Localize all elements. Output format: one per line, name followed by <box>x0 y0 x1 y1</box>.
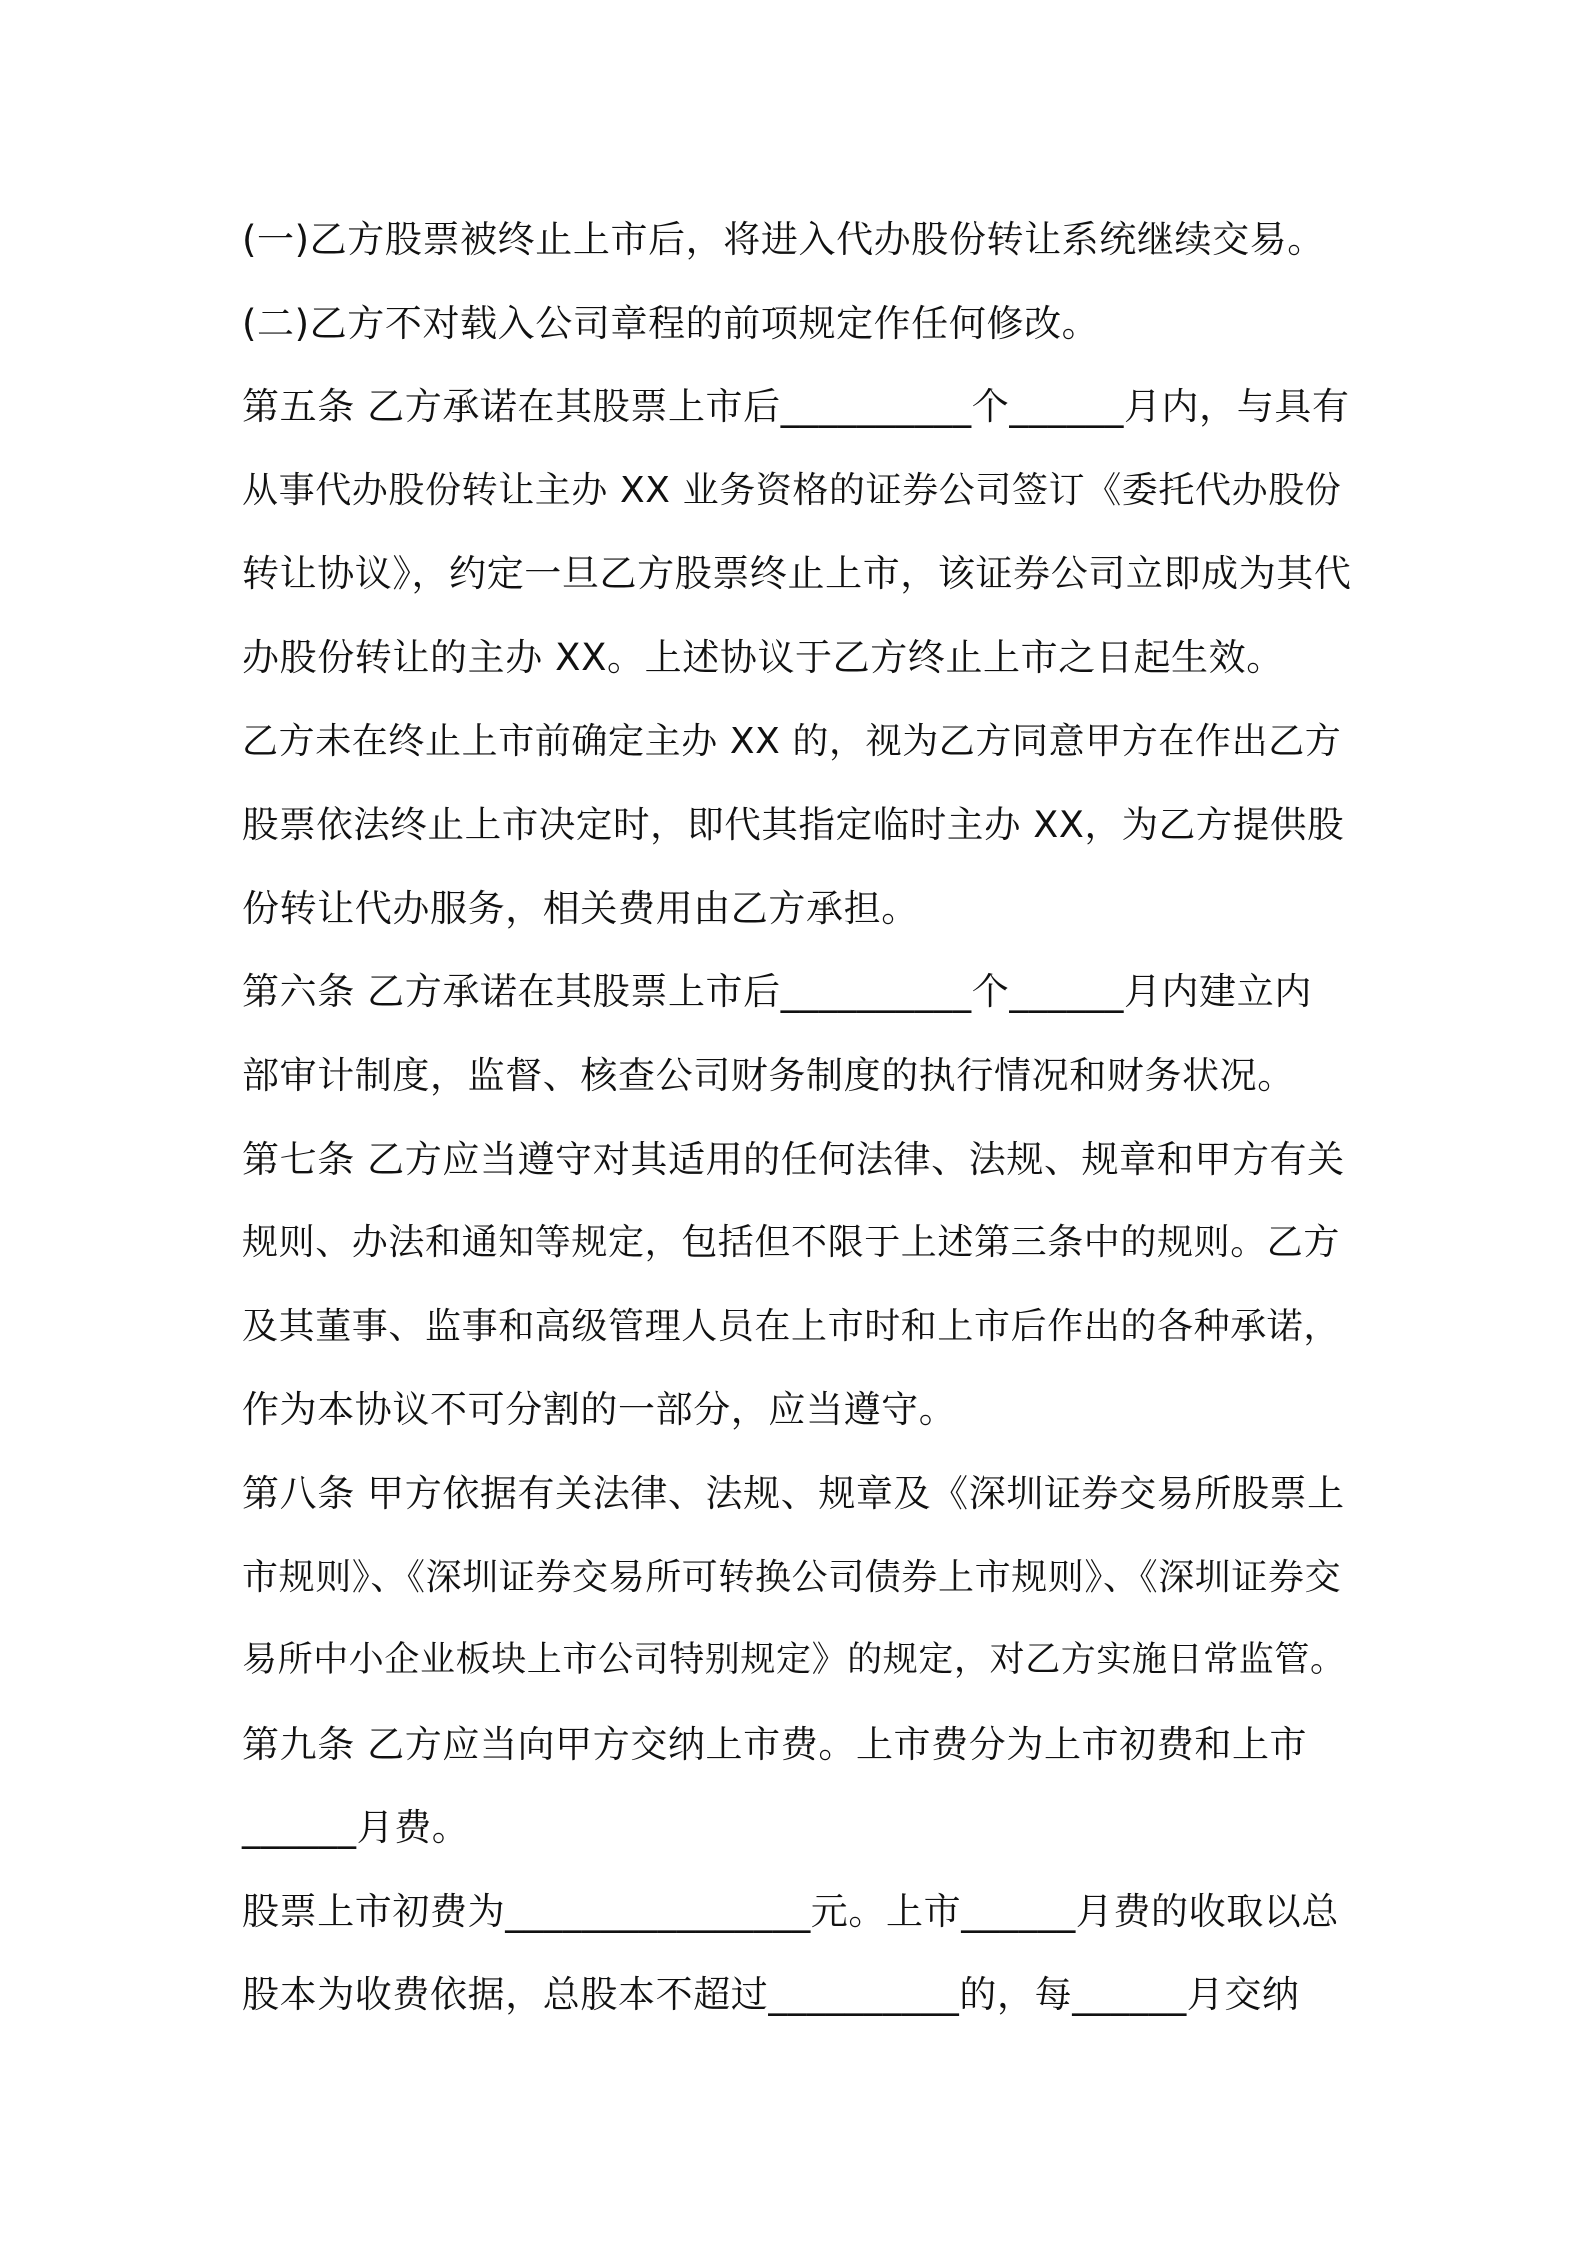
text-line: 股票依法终止上市决定时，即代其指定临时主办 XX，为乙方提供股 <box>242 803 1345 847</box>
text-line: (二)乙方不对载入公司章程的前项规定作任何修改。 <box>242 301 1100 345</box>
text-line: 及其董事、监事和高级管理人员在上市时和上市后作出的各种承诺， <box>242 1305 1341 1347</box>
text-line: 办股份转让的主办 XX。上述协议于乙方终止上市之日起生效。 <box>242 635 1284 679</box>
document-body <box>242 198 1352 2037</box>
text-line: 作为本协议不可分割的一部分，应当遵守。 <box>242 1388 957 1432</box>
text-line: 第七条 乙方应当遵守对其适用的任何法律、法规、规章和甲方有关 <box>242 1137 1345 1181</box>
text-line: 规则、办法和通知等规定，包括但不限于上述第三条中的规则。乙方 <box>242 1222 1341 1264</box>
text-line: 市规则》、《深圳证券交易所可转换公司债券上市规则》、《深圳证券交 <box>242 1556 1342 1598</box>
text-line: 第五条 乙方承诺在其股票上市后__________个______月内，与具有 <box>242 385 1350 429</box>
text-line: 乙方未在终止上市前确定主办 XX 的，视为乙方同意甲方在作出乙方 <box>242 720 1342 762</box>
text-line: 第八条 甲方依据有关法律、法规、规章及《深圳证券交易所股票上 <box>242 1471 1345 1515</box>
text-line: 第九条 乙方应当向甲方交纳上市费。上市费分为上市初费和上市 <box>242 1722 1308 1766</box>
text-line: 股票上市初费为________________元。上市______月费的收取以总 <box>242 1889 1339 1933</box>
text-line: 第六条 乙方承诺在其股票上市后__________个______月内建立内 <box>242 970 1312 1014</box>
text-line: ______月费。 <box>242 1806 470 1850</box>
text-line: 从事代办股份转让主办 XX 业务资格的证券公司签订《委托代办股份 <box>242 469 1342 511</box>
text-line: (一)乙方股票被终止上市后，将进入代办股份转让系统继续交易。 <box>242 218 1325 261</box>
text-line: 份转让代办服务，相关费用由乙方承担。 <box>242 886 919 930</box>
text-line: 部审计制度，监督、核查公司财务制度的执行情况和财务状况。 <box>242 1053 1295 1097</box>
text-line: 股本为收费依据，总股本不超过__________的，每______月交纳 <box>242 1973 1300 2017</box>
text-line: 转让协议》，约定一旦乙方股票终止上市，该证券公司立即成为其代 <box>242 552 1352 596</box>
text-line: 易所中小企业板块上市公司特别规定》的规定，对乙方实施日常监管。 <box>242 1640 1346 1681</box>
